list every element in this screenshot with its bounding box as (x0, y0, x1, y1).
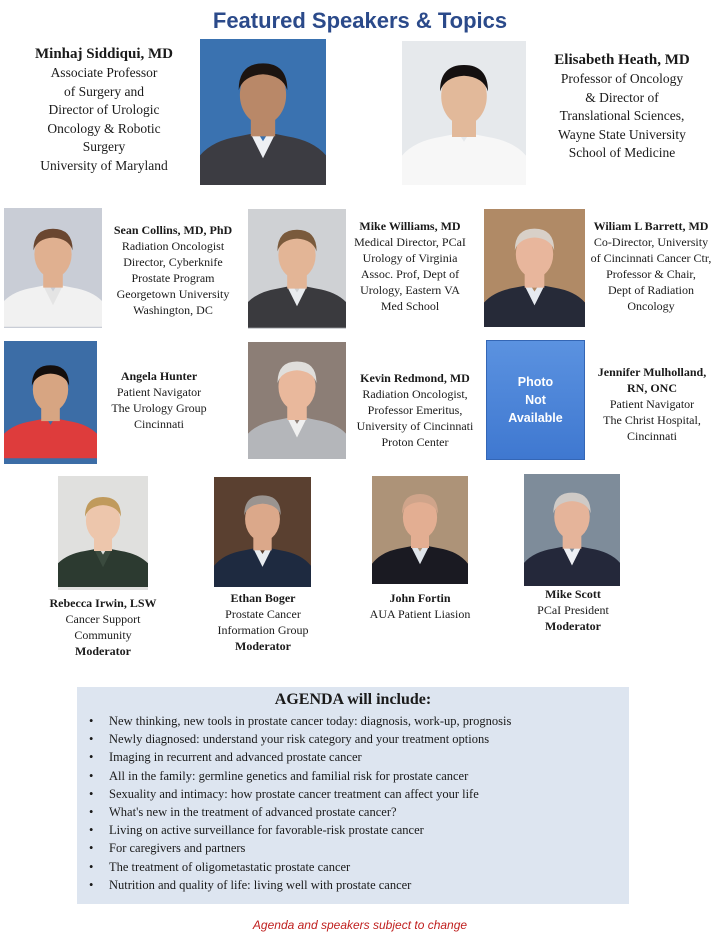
photo-fortin (372, 476, 468, 584)
agenda-item: • All in the family: germline genetics and familial risk for prostate cancer (89, 767, 629, 785)
agenda-box (77, 687, 629, 904)
speaker-irwin: Rebecca Irwin, LSW Cancer Support Community Moderator (28, 595, 178, 659)
portrait-icon (214, 477, 311, 587)
agenda-item: • Living on active surveillance for favorable-risk prostate cancer (89, 821, 629, 839)
portrait-icon (402, 41, 526, 185)
agenda-item: • Imaging in recurrent and advanced prostate cancer (89, 748, 629, 766)
portrait-icon (200, 39, 326, 185)
photo-barrett (484, 209, 585, 327)
bullet-icon: • (89, 877, 94, 892)
portrait-icon (248, 342, 346, 459)
speaker-mulholland: Jennifer Mulholland, RN, ONC Patient Navigator The Christ Hospital, Cincinnati (586, 364, 718, 444)
bullet-icon: • (89, 714, 94, 728)
portrait-icon (58, 476, 148, 590)
speaker-name: Ethan Boger (230, 591, 296, 605)
speaker-williams: Mike Williams, MD Medical Director, PCaI Urology of Virginia Assoc. Prof, Dept of Urology, Eastern VA Med School (348, 218, 472, 314)
speaker-hunter: Angela Hunter Patient Navigator The Urology Group Cincinnati (102, 368, 216, 432)
speaker-fortin: John Fortin AUA Patient Liasion (350, 590, 490, 622)
photo-not-available: Photo Not Available (486, 340, 585, 460)
bullet-icon: • (89, 859, 94, 874)
bullet-icon: • (89, 768, 94, 783)
photo-boger (214, 477, 311, 587)
speaker-name: Rebecca Irwin, LSW (49, 596, 157, 610)
agenda-item: • Newly diagnosed: understand your risk category and your treatment options (89, 730, 629, 748)
agenda-list (77, 712, 629, 894)
bullet-icon: • (89, 750, 94, 765)
portrait-icon (4, 341, 97, 464)
speaker-name: Wiliam L Barrett, MD (593, 219, 709, 233)
photo-siddiqui (200, 39, 326, 185)
portrait-icon (524, 474, 620, 586)
agenda-item: • Sexuality and intimacy: how prostate cancer treatment can affect your life (89, 785, 629, 803)
speaker-redmond: Kevin Redmond, MD Radiation Oncologist, Professor Emeritus, University of Cincinnati Proton Center (348, 370, 482, 450)
portrait-icon (484, 209, 585, 327)
agenda-item: • New thinking, new tools in prostate cancer today: diagnosis, work-up, prognosis (89, 712, 629, 730)
bullet-icon: • (89, 841, 94, 856)
moderator-label: Moderator (75, 644, 131, 658)
bullet-icon: • (89, 732, 94, 747)
portrait-icon (4, 208, 102, 328)
bullet-icon: • (89, 786, 94, 801)
portrait-icon (372, 476, 468, 584)
speaker-name: Minhaj Siddiqui, MD (35, 46, 173, 62)
photo-williams (248, 209, 346, 329)
speaker-name: Mike Williams, MD (359, 219, 461, 233)
photo-heath (402, 41, 526, 185)
photo-collins (4, 208, 102, 328)
page-title: Featured Speakers & Topics (212, 8, 508, 33)
moderator-label: Moderator (235, 639, 291, 653)
photo-redmond (248, 342, 346, 459)
speaker-name: Kevin Redmond, MD (360, 371, 470, 385)
speaker-name: Angela Hunter (120, 369, 198, 383)
speaker-siddiqui: Minhaj Siddiqui, MD Associate Professor of Surgery and Director of Urologic Oncology & Robotic Surgery University of Maryland (14, 44, 194, 175)
speaker-name: Sean Collins, MD, PhD (113, 223, 233, 237)
photo-scott (524, 474, 620, 586)
photo-irwin (58, 476, 148, 590)
speaker-name: Mike Scott (545, 587, 601, 601)
agenda-item: • For caregivers and partners (89, 839, 629, 857)
speaker-name: John Fortin (389, 591, 451, 605)
moderator-label: Moderator (545, 619, 601, 633)
agenda-item: • The treatment of oligometastatic prostate cancer (89, 858, 629, 876)
speaker-name: Elisabeth Heath, MD (554, 52, 690, 68)
speaker-barrett: Wiliam L Barrett, MD Co-Director, University of Cincinnati Cancer Ctr, Professor & Chair, Dept of Radiation Oncology (585, 218, 717, 314)
speaker-heath: Elisabeth Heath, MD Professor of Oncology & Director of Translational Sciences, Wayne State University School of Medicine (532, 50, 712, 163)
speaker-scott: Mike Scott PCaI President Moderator (506, 586, 640, 634)
speaker-boger: Ethan Boger Prostate Cancer Information Group Moderator (193, 590, 333, 654)
portrait-icon (248, 209, 346, 329)
agenda-item: • Nutrition and quality of life: living well with prostate cancer (89, 876, 629, 894)
bullet-icon: • (89, 805, 94, 820)
agenda-heading: AGENDA will include: (274, 691, 432, 708)
bullet-icon: • (89, 823, 94, 838)
footer-note: Agenda and speakers subject to change (252, 918, 468, 932)
speaker-collins: Sean Collins, MD, PhD Radiation Oncologist Director, Cyberknife Prostate Program Georgetown University Washington, DC (104, 222, 242, 318)
agenda-item: • What's new in the treatment of advanced prostate cancer? (89, 803, 629, 821)
speaker-credentials: RN, ONC (627, 381, 677, 395)
speaker-name: Jennifer Mulholland, (597, 365, 707, 379)
photo-hunter (4, 341, 97, 464)
